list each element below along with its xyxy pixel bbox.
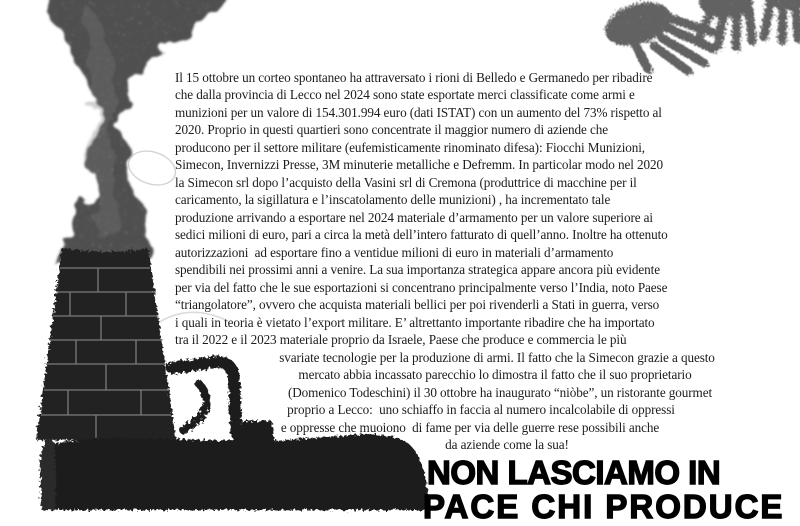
article-line: per via del fatto che le sue esportazioni si concentrano principalmente verso l’India, noto Paese <box>175 280 668 295</box>
article-line: tra il 2022 e il 2023 materiale proprio da Israele, Paese che produce e commercia le più <box>175 332 627 347</box>
article-line: mercato abbia incassato parecchio lo dimostra il fatto che il suo proprietario <box>298 367 692 382</box>
article-line: munizioni per un valore di 154.301.994 euro (dati ISTAT) con un aumento del 73% rispetto al <box>175 105 662 120</box>
article-line: “triangolatore”, ovvero che acquista materiali bellici per poi rivenderli a Stati in guerra, verso <box>175 297 660 312</box>
article-line: da aziende come la sua! <box>445 437 569 452</box>
headline-line-2: PACE CHI PRODUCE <box>423 488 785 525</box>
article-line: che dalla provincia di Lecco nel 2024 sono state esportate merci classificate come armi e <box>175 87 635 102</box>
article-line: proprio a Lecco: uno schiaffo in faccia al numero incalcolabile di oppressi <box>287 402 675 417</box>
article-line: la Simecon srl dopo l’acquisto della Vasini srl di Cremona (produttrice di macchine per il <box>175 175 637 190</box>
article-line: (Domenico Todeschini) il 30 ottobre ha inaugurato “niòbe”, un ristorante gourmet <box>287 385 713 400</box>
article-line: autorizzazioni ad esportare fino a ventidue milioni di euro in materiali d’armamento <box>175 245 614 260</box>
article-line: svariate tecnologie per la produzione di armi. Il fatto che la Simecon grazie a questo <box>279 350 715 365</box>
article-line: i quali in teoria è vietato l’export militare. E’ altrettanto importante ribadire che ha importato <box>175 315 655 330</box>
article-line: e oppresse che muoiono di fame per via delle guerre rese possibili anche <box>280 420 660 435</box>
article-line: 2020. Proprio in questi quartieri sono concentrate il maggior numero di aziende che <box>175 122 608 137</box>
article-line: sedici milioni di euro, pari a circa la metà dell’intero fatturato di quell’anno. Inoltre ha ottenuto <box>175 227 668 242</box>
article-line: Il 15 ottobre un corteo spontaneo ha attraversato i rioni di Belledo e Germanedo per ribadire <box>175 70 653 85</box>
article-line: Simecon, Invernizzi Presse, 3M minuterie metalliche e Defremm. In particolar modo nel 2020 <box>175 157 663 172</box>
article-line: caricamento, la sigillatura e l’inscatolamento delle munizioni) , ha incrementato tale <box>175 192 611 207</box>
article-line: spendibili nei prossimi anni a venire. La sua importanza strategica appare ancora più evidente <box>175 262 660 277</box>
article-line: producono per il settore militare (eufemisticamente rinominato difesa): Fiocchi Munizioni, <box>175 140 646 155</box>
headline-line-1: NON LASCIAMO IN <box>427 454 721 491</box>
article-line: produzione arrivando a esportare nel 2024 materiale d’armamento per un valore superiore ai <box>175 210 653 225</box>
